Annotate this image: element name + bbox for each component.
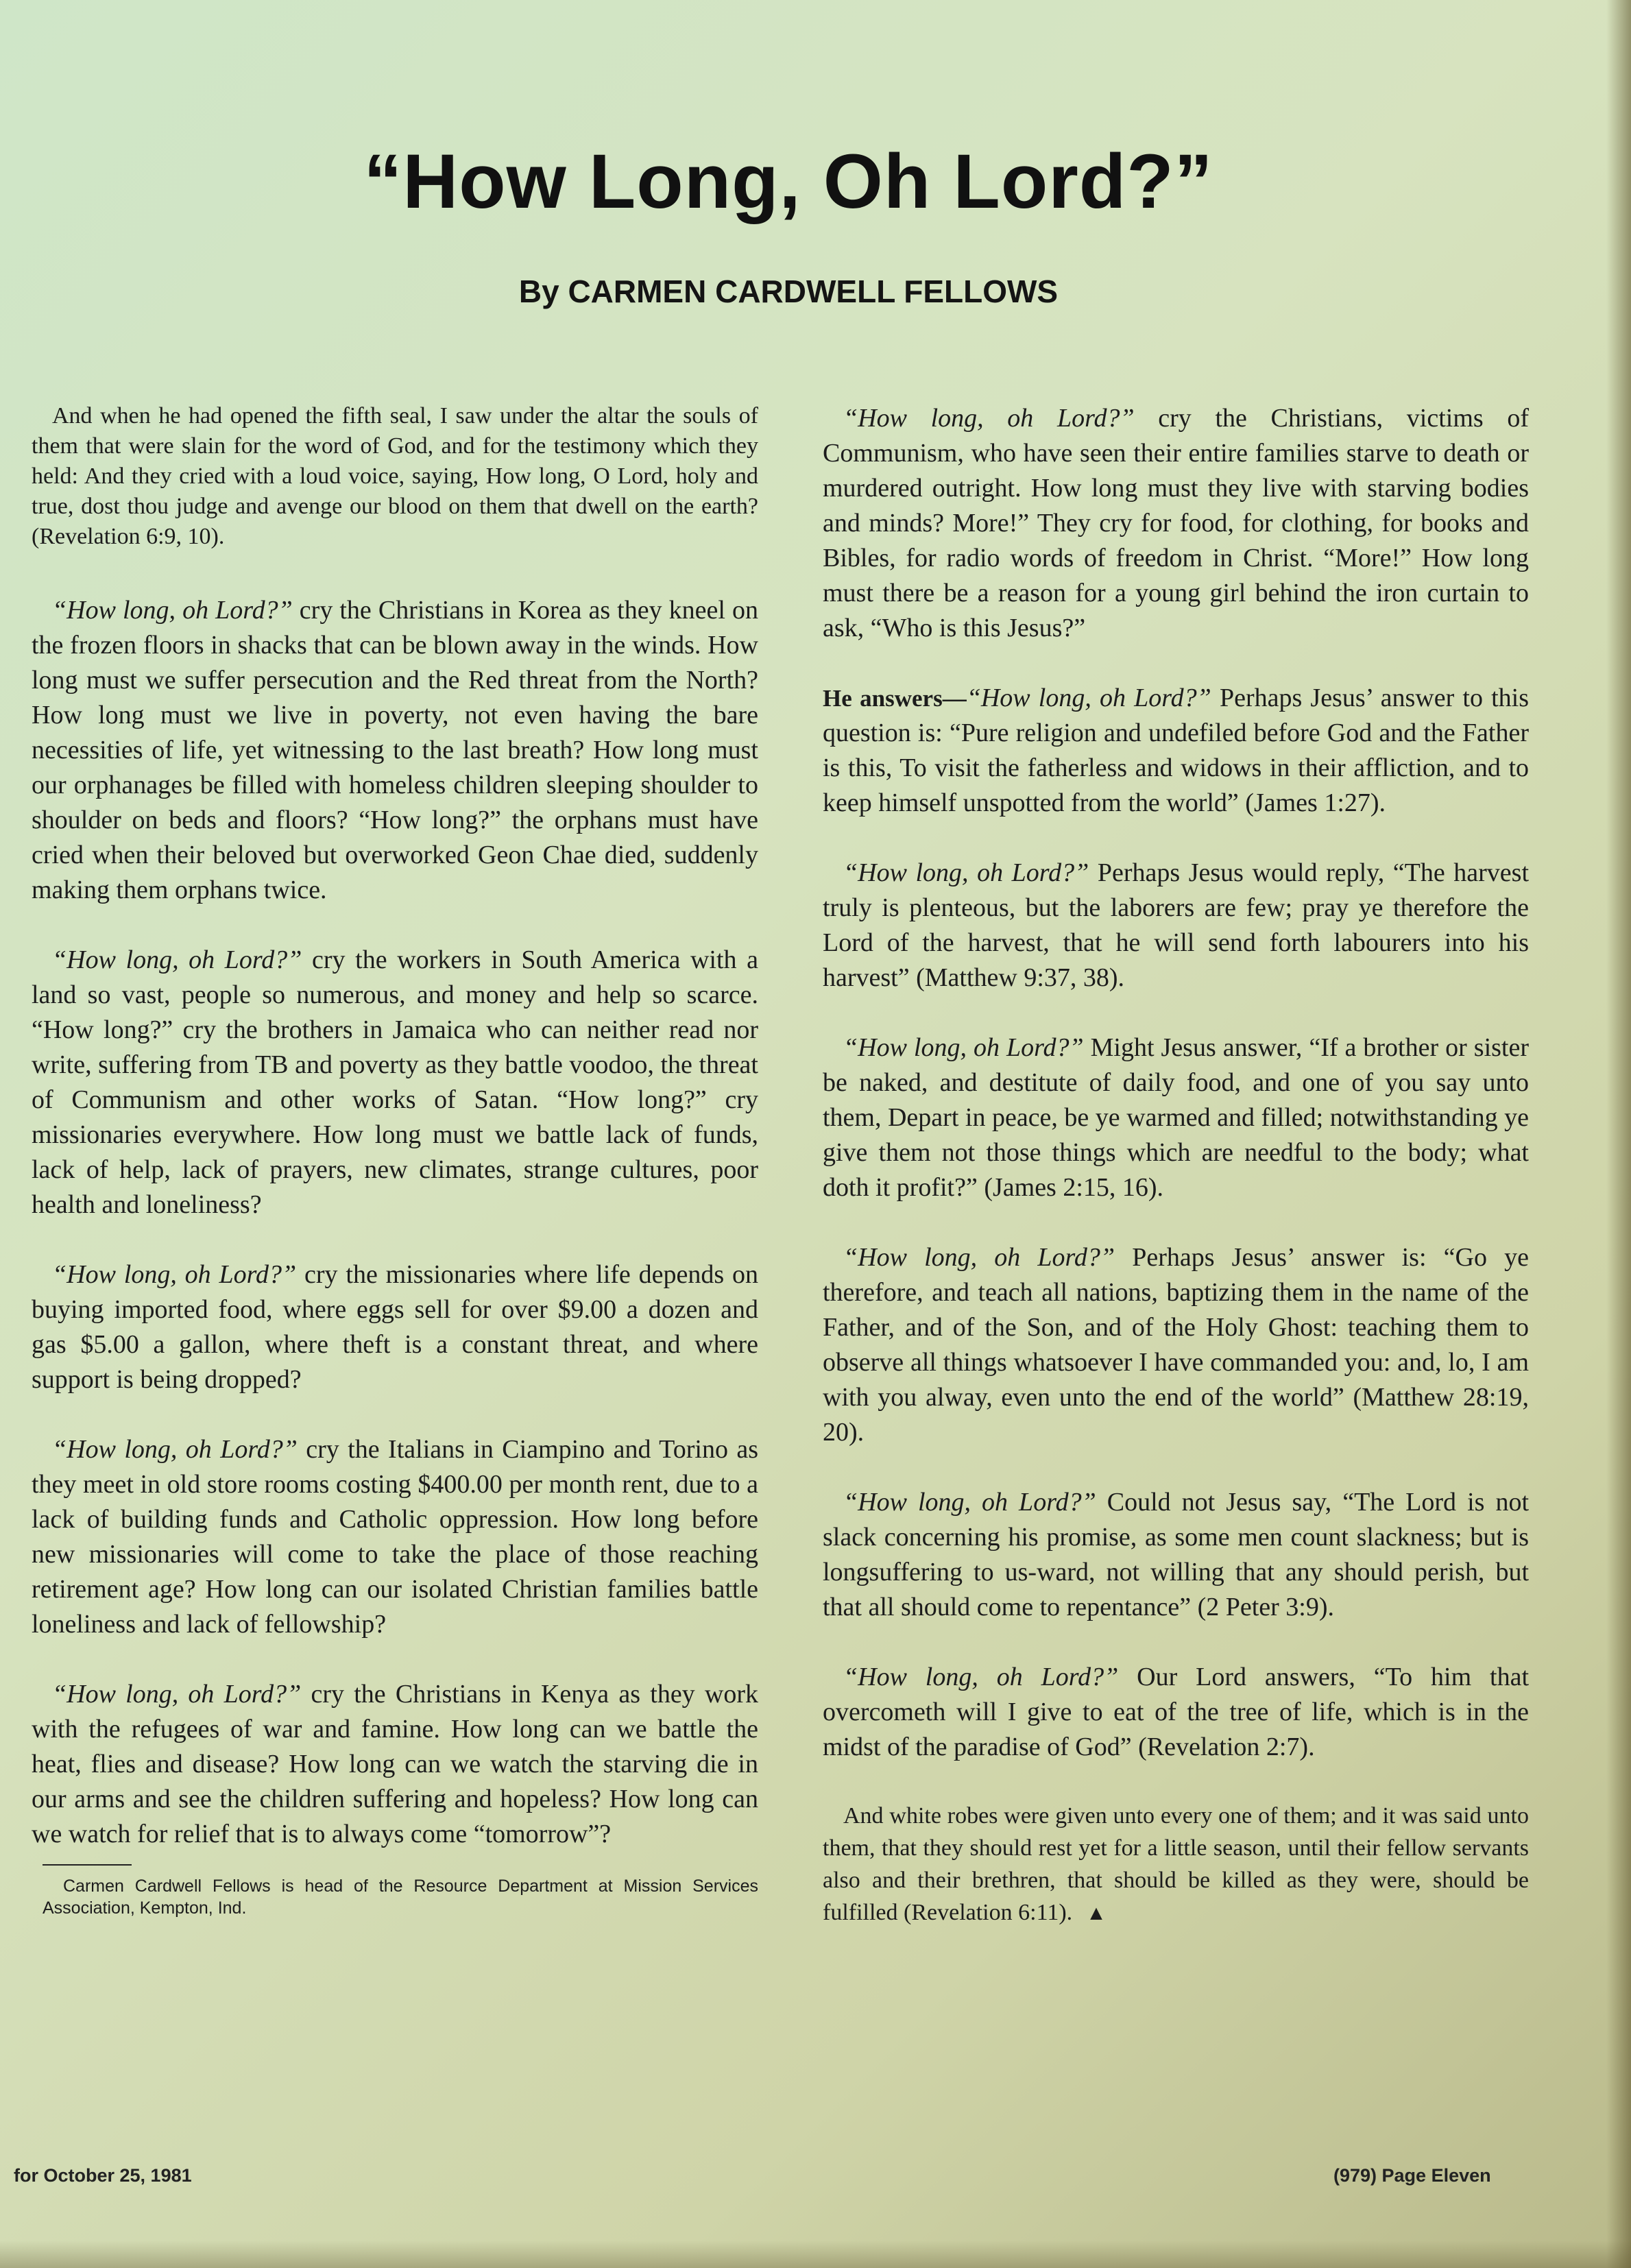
refrain: “How long, oh Lord?” (966, 684, 1211, 712)
paragraph (32, 1257, 758, 1397)
refrain: “How long, oh Lord?” (52, 945, 302, 974)
lead-in: He answers— (823, 685, 967, 712)
article-byline: By CARMEN CARDWELL FELLOWS (518, 274, 1059, 309)
paragraph (32, 593, 758, 908)
refrain: “How long, oh Lord?” (843, 1033, 1084, 1062)
paragraph (823, 1030, 1529, 1205)
refrain: “How long, oh Lord?” (843, 1663, 1119, 1691)
paragraph-text: Our Lord answers, “To him that overcometh will I give to eat of the tree of life, which is in the midst of the paradise of God” (Revelation 2:7). (823, 1663, 1530, 1761)
paragraph-text: Perhaps Jesus would reply, “The harvest truly is plenteous, but the laborers are few; pray ye therefore the Lord of the harvest, that he will send forth labourers into his harvest” (Matthew 9:37, 38). (823, 858, 1530, 992)
paragraph-text: cry the workers in South America with a land so vast, people so numerous, and money and help so scarce. “How long?” cry the brothers in Jamaica who can neither read nor write, suffering from TB and poverty as they battle voodoo, the threat of Communism and other works of Satan. “How long?” cry missionaries everywhere. How long must we battle lack of funds, lack of help, lack of prayers, new climates, strange cultures, poor health and loneliness? (32, 945, 758, 1219)
refrain: “How long, oh Lord?” (52, 596, 293, 625)
paragraph (32, 1432, 758, 1642)
paragraph-text: cry the Christians in Korea as they kneel on the frozen floors in shacks that can be blown away in the winds. How long must we suffer persecution and the Red threat from the North? How long must we live in poverty, not even having the bare necessities of life, yet witnessing to the last breath? How long must our orphanages be filled with homeless children sleeping shoulder to shoulder on beds and floors? “How long?” the orphans must have cried when their beloved but overworked Geon Chae died, suddenly making them orphans twice. (32, 596, 758, 904)
refrain: “How long, oh Lord?” (843, 1243, 1115, 1272)
right-column (823, 401, 1529, 1964)
closing-epigraph-text: And white robes were given unto every one of them; and it was said unto them, that they should rest yet for a little season, until their fellow servants also and their brethren, that should be killed as they were, should be fulfilled (Revelation 6:11). (823, 1803, 1529, 1925)
epigraph: And when he had opened the fifth seal, I saw under the altar the souls of them that were slain for the word of God, and for the testimony which they held: And they cried with a loud voice, saying, How long, O Lord, holy and true, dost thou judge and avenge our blood on them that dwell on the earth? (Revelation 6:9, 10). (32, 403, 758, 549)
refrain: “How long, oh Lord?” (52, 1680, 302, 1709)
paragraph-text: Could not Jesus say, “The Lord is not slack concerning his promise, as some men count slackness; but is longsuffering to us-ward, not willing that any should perish, but that all should come to repentance” (2 Peter 3:9). (823, 1488, 1529, 1621)
folio-date: for October 25, 1981 (14, 2165, 192, 2186)
paragraph-text: Perhaps Jesus’ answer to this question is: “Pure religion and undefiled before God and the Father is this, To visit the fatherless and widows in their affliction, and to keep himself unspotted from the world” (James 1:27). (823, 684, 1530, 817)
paragraph (32, 1677, 758, 1852)
left-column (32, 401, 758, 1919)
paragraph (823, 681, 1529, 821)
folio-page-number: (979) Page Eleven (1333, 2165, 1491, 2186)
refrain: “How long, oh Lord?” (843, 404, 1135, 433)
refrain: “How long, oh Lord?” (52, 1435, 298, 1464)
paragraph (823, 401, 1529, 646)
author-footnote: Carmen Cardwell Fellows is head of the Resource Department at Mission Services Association, Kempton, Ind. (43, 1877, 758, 1918)
closing-epigraph (823, 1800, 1529, 1929)
paragraph (823, 856, 1529, 996)
paragraph-text: Might Jesus answer, “If a brother or sister be naked, and destitute of daily food, and one of you say unto them, Depart in peace, be ye warmed and filled; notwithstanding ye give them not those things which are needful to the body; what doth it profit?” (James 2:15, 16). (823, 1033, 1529, 1202)
paragraph (823, 1660, 1529, 1765)
end-mark-triangle-icon: ▲ (1086, 1902, 1107, 1925)
refrain: “How long, oh Lord?” (843, 858, 1089, 887)
refrain: “How long, oh Lord?” (52, 1260, 297, 1289)
refrain: “How long, oh Lord?” (843, 1488, 1096, 1517)
article-title: “How Long, Oh Lord?” (363, 138, 1213, 224)
paragraph-text: Perhaps Jesus’ answer is: “Go ye therefore, and teach all nations, baptizing them in the name of the Father, and of the Son, and of the Holy Ghost: teaching them to observe all things whatsoever I have commanded you: and, lo, I am with you alway, even unto the end of the world” (Matthew 28:19, 20). (823, 1243, 1529, 1447)
paragraph (823, 1485, 1529, 1625)
paragraph (32, 943, 758, 1222)
footnote-rule (43, 1864, 132, 1866)
paragraph-text: cry the Christians, victims of Communism, who have seen their entire families starve to death or murdered outright. How long must they live with starving bodies and minds? More!” They cry for food, for clothing, for books and Bibles, for radio words of freedom in Christ. “More!” How long must there be a reason for a young girl behind the iron curtain to ask, “Who is this Jesus?” (823, 404, 1529, 642)
page-bottom-shadow (0, 2241, 1631, 2268)
paragraph (823, 1240, 1529, 1450)
page-edge-shadow (1606, 0, 1631, 2268)
paragraph-text: cry the missionaries where life depends on buying imported food, where eggs sell for over $9.00 a dozen and gas $5.00 a gallon, where theft is a constant threat, and where support is being dropped? (32, 1260, 759, 1394)
paragraph-text: cry the Christians in Kenya as they work with the refugees of war and famine. How long can we battle the heat, flies and disease? How long can we watch the starving die in our arms and see the children suffering and hopeless? How long can we watch for relief that is to always come “tomorrow”? (32, 1680, 758, 1848)
paragraph-text: cry the Italians in Ciampino and Torino as they meet in old store rooms costing $400.00 per month rent, due to a lack of building funds and Catholic oppression. How long before new missionaries will come to take the place of those reaching retirement age? How long can our isolated Christian families battle loneliness and lack of fellowship? (32, 1435, 759, 1639)
